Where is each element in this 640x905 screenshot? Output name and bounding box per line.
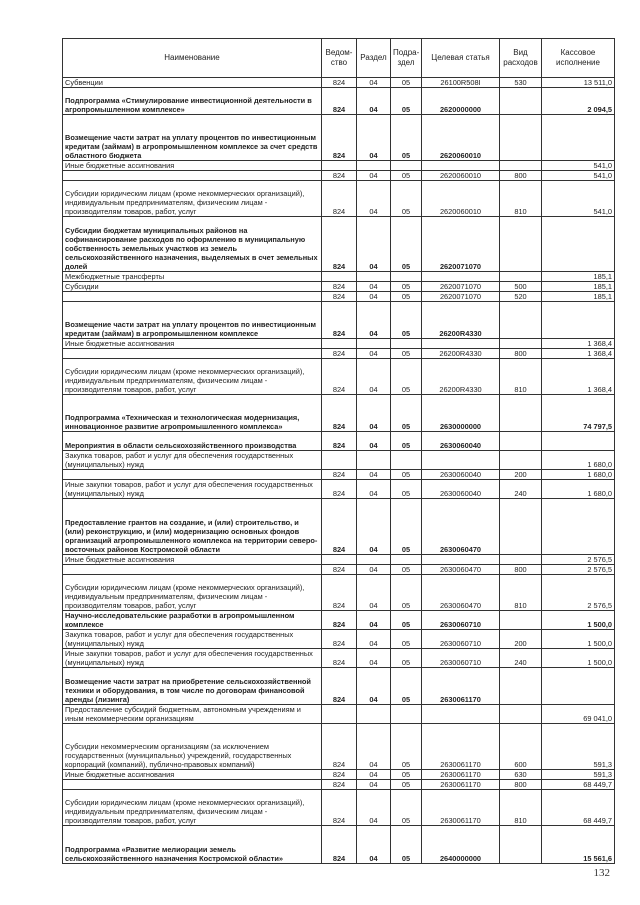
cell-celevaya-statya: 26200R4330 — [422, 359, 500, 395]
cell-celevaya-statya: 26100R508I — [422, 78, 500, 88]
header-razdel: Раздел — [357, 39, 391, 78]
cell-name: Иные бюджетные ассигнования — [63, 770, 322, 780]
cell-vedomstvo: 824 — [322, 790, 357, 826]
cell-kassovoe-ispolnenie: 1 680,0 — [542, 451, 615, 470]
cell-vid-raskhodov — [500, 395, 542, 432]
table-row — [63, 780, 615, 790]
table-row — [63, 292, 615, 302]
cell-vid-raskhodov — [500, 217, 542, 272]
cell-vedomstvo: 824 — [322, 88, 357, 115]
cell-vid-raskhodov: 800 — [500, 565, 542, 575]
header-celevaya-statya: Целевая статья — [422, 39, 500, 78]
table-row — [63, 470, 615, 480]
cell-celevaya-statya: 2620071070 — [422, 282, 500, 292]
cell-razdel: 04 — [357, 480, 391, 499]
cell-celevaya-statya: 2620060010 — [422, 181, 500, 217]
cell-kassovoe-ispolnenie: 13 511,0 — [542, 78, 615, 88]
cell-vid-raskhodov — [500, 826, 542, 864]
cell-vedomstvo — [322, 555, 357, 565]
cell-kassovoe-ispolnenie: 541,0 — [542, 171, 615, 181]
cell-name — [63, 470, 322, 480]
cell-kassovoe-ispolnenie — [542, 668, 615, 705]
table-row — [63, 724, 615, 770]
cell-razdel — [357, 705, 391, 724]
cell-kassovoe-ispolnenie: 2 576,5 — [542, 575, 615, 611]
cell-podrazdel: 05 — [391, 790, 422, 826]
table-row — [63, 217, 615, 272]
cell-podrazdel: 05 — [391, 611, 422, 630]
table-row — [63, 630, 615, 649]
cell-podrazdel: 05 — [391, 565, 422, 575]
cell-vedomstvo: 824 — [322, 302, 357, 339]
cell-celevaya-statya — [422, 451, 500, 470]
cell-vedomstvo: 824 — [322, 780, 357, 790]
table-row — [63, 272, 615, 282]
cell-podrazdel: 05 — [391, 302, 422, 339]
cell-kassovoe-ispolnenie: 69 041,0 — [542, 705, 615, 724]
cell-name: Субсидии — [63, 282, 322, 292]
cell-celevaya-statya — [422, 705, 500, 724]
cell-vedomstvo — [322, 272, 357, 282]
cell-vid-raskhodov — [500, 339, 542, 349]
cell-celevaya-statya: 2630061170 — [422, 770, 500, 780]
cell-name: Иные бюджетные ассигнования — [63, 555, 322, 565]
cell-vid-raskhodov: 500 — [500, 282, 542, 292]
cell-vedomstvo: 824 — [322, 724, 357, 770]
cell-podrazdel — [391, 705, 422, 724]
cell-kassovoe-ispolnenie: 185,1 — [542, 272, 615, 282]
cell-vid-raskhodov: 810 — [500, 359, 542, 395]
cell-razdel: 04 — [357, 282, 391, 292]
table-row — [63, 480, 615, 499]
cell-vid-raskhodov: 200 — [500, 630, 542, 649]
cell-vedomstvo: 824 — [322, 282, 357, 292]
cell-celevaya-statya: 2630060040 — [422, 470, 500, 480]
cell-celevaya-statya: 2620071070 — [422, 217, 500, 272]
cell-vedomstvo: 824 — [322, 470, 357, 480]
cell-vedomstvo: 824 — [322, 181, 357, 217]
cell-podrazdel: 05 — [391, 292, 422, 302]
cell-vid-raskhodov — [500, 432, 542, 451]
cell-kassovoe-ispolnenie: 74 797,5 — [542, 395, 615, 432]
cell-vid-raskhodov: 520 — [500, 292, 542, 302]
cell-kassovoe-ispolnenie: 2 094,5 — [542, 88, 615, 115]
cell-celevaya-statya: 2630061170 — [422, 668, 500, 705]
cell-name: Научно-исследовательские разработки в агропромышленном комплексе — [63, 611, 322, 630]
cell-name: Подпрограмма «Техническая и технологическая модернизация, инновационное развитие агропромышленного комплекса» — [63, 395, 322, 432]
cell-vid-raskhodov: 810 — [500, 790, 542, 826]
cell-kassovoe-ispolnenie: 185,1 — [542, 282, 615, 292]
header-vedomstvo: Ведом-ство — [322, 39, 357, 78]
cell-celevaya-statya: 2630060470 — [422, 499, 500, 555]
cell-podrazdel: 05 — [391, 724, 422, 770]
table-row — [63, 770, 615, 780]
cell-podrazdel: 05 — [391, 649, 422, 668]
cell-vid-raskhodov — [500, 302, 542, 339]
cell-vedomstvo — [322, 705, 357, 724]
cell-kassovoe-ispolnenie: 1 368,4 — [542, 359, 615, 395]
cell-vedomstvo: 824 — [322, 575, 357, 611]
cell-name: Субсидии юридическим лицам (кроме некоммерческих организаций), индивидуальным предпринимателям, физическим лицам - производителям товаров, работ, услуг — [63, 575, 322, 611]
table-row — [63, 611, 615, 630]
cell-kassovoe-ispolnenie: 1 680,0 — [542, 470, 615, 480]
cell-kassovoe-ispolnenie: 1 500,0 — [542, 611, 615, 630]
cell-podrazdel: 05 — [391, 499, 422, 555]
cell-kassovoe-ispolnenie: 68 449,7 — [542, 790, 615, 826]
table-row — [63, 432, 615, 451]
cell-celevaya-statya: 2630000000 — [422, 395, 500, 432]
table-row — [63, 826, 615, 864]
cell-name — [63, 780, 322, 790]
cell-kassovoe-ispolnenie — [542, 115, 615, 161]
cell-razdel: 04 — [357, 630, 391, 649]
cell-podrazdel: 05 — [391, 668, 422, 705]
cell-vedomstvo: 824 — [322, 668, 357, 705]
cell-name: Субсидии некоммерческим организациям (за исключением государственных (муниципальных) учреждений, государственных корпораций (компаний), публично-правовых компаний) — [63, 724, 322, 770]
cell-razdel: 04 — [357, 349, 391, 359]
cell-celevaya-statya: 2620000000 — [422, 88, 500, 115]
cell-vid-raskhodov: 600 — [500, 724, 542, 770]
cell-celevaya-statya: 2630060710 — [422, 611, 500, 630]
cell-vedomstvo: 824 — [322, 565, 357, 575]
cell-vedomstvo: 824 — [322, 115, 357, 161]
cell-celevaya-statya — [422, 555, 500, 565]
cell-vedomstvo: 824 — [322, 171, 357, 181]
cell-vedomstvo: 824 — [322, 480, 357, 499]
cell-vedomstvo: 824 — [322, 770, 357, 780]
cell-name: Субсидии юридическим лицам (кроме некоммерческих организаций), индивидуальным предпринимателям, физическим лицам - производителям товаров, работ, услуг — [63, 181, 322, 217]
cell-name — [63, 349, 322, 359]
cell-vid-raskhodov — [500, 705, 542, 724]
cell-vedomstvo: 824 — [322, 349, 357, 359]
cell-celevaya-statya — [422, 339, 500, 349]
cell-celevaya-statya: 2630060040 — [422, 432, 500, 451]
cell-podrazdel: 05 — [391, 395, 422, 432]
cell-razdel: 04 — [357, 432, 391, 451]
cell-razdel: 04 — [357, 770, 391, 780]
cell-razdel — [357, 272, 391, 282]
cell-razdel: 04 — [357, 359, 391, 395]
table-row — [63, 565, 615, 575]
cell-vedomstvo: 824 — [322, 217, 357, 272]
cell-podrazdel: 05 — [391, 432, 422, 451]
table-row — [63, 499, 615, 555]
cell-celevaya-statya — [422, 161, 500, 171]
cell-kassovoe-ispolnenie: 15 561,6 — [542, 826, 615, 864]
cell-name: Предоставление субсидий бюджетным, автономным учреждениям и иным некоммерческим организациям — [63, 705, 322, 724]
cell-razdel: 04 — [357, 88, 391, 115]
cell-vid-raskhodov: 810 — [500, 181, 542, 217]
cell-name: Субвенции — [63, 78, 322, 88]
cell-vedomstvo: 824 — [322, 826, 357, 864]
cell-celevaya-statya: 2620060010 — [422, 115, 500, 161]
cell-vid-raskhodov — [500, 88, 542, 115]
cell-razdel: 04 — [357, 470, 391, 480]
cell-razdel: 04 — [357, 115, 391, 161]
cell-vedomstvo: 824 — [322, 611, 357, 630]
table-body — [63, 78, 615, 864]
cell-kassovoe-ispolnenie: 2 576,5 — [542, 565, 615, 575]
header-vid-raskhodov: Вид расходов — [500, 39, 542, 78]
cell-podrazdel: 05 — [391, 826, 422, 864]
cell-kassovoe-ispolnenie: 1 500,0 — [542, 649, 615, 668]
cell-vid-raskhodov — [500, 272, 542, 282]
table-row — [63, 349, 615, 359]
cell-kassovoe-ispolnenie: 185,1 — [542, 292, 615, 302]
cell-vid-raskhodov — [500, 451, 542, 470]
cell-razdel: 04 — [357, 790, 391, 826]
cell-celevaya-statya: 26200R4330 — [422, 302, 500, 339]
cell-vid-raskhodov: 800 — [500, 349, 542, 359]
cell-vid-raskhodov: 800 — [500, 171, 542, 181]
cell-vid-raskhodov — [500, 499, 542, 555]
cell-name: Мероприятия в области сельскохозяйственного производства — [63, 432, 322, 451]
cell-vid-raskhodov — [500, 555, 542, 565]
cell-name — [63, 292, 322, 302]
cell-vid-raskhodov: 240 — [500, 649, 542, 668]
cell-kassovoe-ispolnenie — [542, 217, 615, 272]
table-row — [63, 171, 615, 181]
cell-podrazdel: 05 — [391, 171, 422, 181]
cell-celevaya-statya: 2620060010 — [422, 171, 500, 181]
cell-razdel: 04 — [357, 826, 391, 864]
cell-podrazdel: 05 — [391, 78, 422, 88]
cell-celevaya-statya: 2630061170 — [422, 724, 500, 770]
cell-name: Субсидии юридическим лицам (кроме некоммерческих организаций), индивидуальным предпринимателям, физическим лицам - производителям товаров, работ, услуг — [63, 359, 322, 395]
cell-razdel: 04 — [357, 292, 391, 302]
cell-name: Предоставление грантов на создание, и (или) строительство, и (или) реконструкцию, и (или) модернизацию основных фондов организаций агропромышленного комплекса на территории северо-восточных районов Костромской области — [63, 499, 322, 555]
cell-razdel: 04 — [357, 302, 391, 339]
cell-podrazdel: 05 — [391, 217, 422, 272]
table-row — [63, 181, 615, 217]
cell-name: Возмещение части затрат на уплату процентов по инвестиционным кредитам (займам) в агропромышленном комплексе за счет средств областного бюджета — [63, 115, 322, 161]
cell-vedomstvo — [322, 339, 357, 349]
cell-name — [63, 565, 322, 575]
cell-podrazdel: 05 — [391, 470, 422, 480]
table-row — [63, 302, 615, 339]
cell-name: Закупка товаров, работ и услуг для обеспечения государственных (муниципальных) нужд — [63, 451, 322, 470]
table-row — [63, 88, 615, 115]
cell-podrazdel: 05 — [391, 630, 422, 649]
cell-vid-raskhodov: 810 — [500, 575, 542, 611]
cell-vedomstvo: 824 — [322, 359, 357, 395]
cell-kassovoe-ispolnenie: 1 368,4 — [542, 349, 615, 359]
cell-razdel: 04 — [357, 395, 391, 432]
cell-razdel: 04 — [357, 78, 391, 88]
cell-vedomstvo: 824 — [322, 395, 357, 432]
cell-name: Возмещение части затрат на уплату процентов по инвестиционным кредитам (займам) в агропромышленном комплексе — [63, 302, 322, 339]
cell-vid-raskhodov — [500, 668, 542, 705]
page-number: 132 — [593, 867, 610, 879]
table-row — [63, 282, 615, 292]
cell-razdel: 04 — [357, 724, 391, 770]
cell-podrazdel — [391, 339, 422, 349]
cell-razdel: 04 — [357, 171, 391, 181]
table-row — [63, 575, 615, 611]
cell-podrazdel: 05 — [391, 88, 422, 115]
header-name: Наименование — [63, 39, 322, 78]
cell-razdel: 04 — [357, 217, 391, 272]
cell-vedomstvo: 824 — [322, 78, 357, 88]
cell-kassovoe-ispolnenie: 1 680,0 — [542, 480, 615, 499]
cell-kassovoe-ispolnenie: 2 576,5 — [542, 555, 615, 565]
cell-name: Межбюджетные трансферты — [63, 272, 322, 282]
cell-razdel: 04 — [357, 575, 391, 611]
cell-celevaya-statya: 2630060710 — [422, 649, 500, 668]
budget-table — [62, 38, 615, 864]
cell-razdel: 04 — [357, 565, 391, 575]
cell-vedomstvo: 824 — [322, 499, 357, 555]
cell-vid-raskhodov: 200 — [500, 470, 542, 480]
cell-celevaya-statya: 2630061170 — [422, 790, 500, 826]
cell-celevaya-statya: 2620071070 — [422, 292, 500, 302]
cell-vid-raskhodov: 800 — [500, 780, 542, 790]
cell-vedomstvo — [322, 451, 357, 470]
cell-razdel: 04 — [357, 499, 391, 555]
table-row — [63, 705, 615, 724]
cell-vedomstvo: 824 — [322, 432, 357, 451]
cell-podrazdel — [391, 272, 422, 282]
cell-name: Подпрограмма «Развитие мелиорации земель сельскохозяйственного назначения Костромской области» — [63, 826, 322, 864]
table-row — [63, 395, 615, 432]
budget-table-sheet — [62, 38, 614, 864]
table-row — [63, 339, 615, 349]
cell-kassovoe-ispolnenie — [542, 302, 615, 339]
cell-vedomstvo: 824 — [322, 292, 357, 302]
cell-vid-raskhodov — [500, 115, 542, 161]
cell-name: Иные закупки товаров, работ и услуг для обеспечения государственных (муниципальных) нужд — [63, 649, 322, 668]
cell-vid-raskhodov — [500, 611, 542, 630]
cell-celevaya-statya: 2630060470 — [422, 575, 500, 611]
table-row — [63, 161, 615, 171]
cell-razdel: 04 — [357, 611, 391, 630]
cell-kassovoe-ispolnenie: 1 368,4 — [542, 339, 615, 349]
cell-name: Иные бюджетные ассигнования — [63, 339, 322, 349]
cell-name: Закупка товаров, работ и услуг для обеспечения государственных (муниципальных) нужд — [63, 630, 322, 649]
header-podrazdel: Подра-здел — [391, 39, 422, 78]
cell-celevaya-statya: 2630060040 — [422, 480, 500, 499]
cell-podrazdel: 05 — [391, 780, 422, 790]
cell-razdel — [357, 339, 391, 349]
cell-celevaya-statya — [422, 272, 500, 282]
cell-razdel — [357, 161, 391, 171]
cell-celevaya-statya: 2630060470 — [422, 565, 500, 575]
table-row — [63, 649, 615, 668]
cell-celevaya-statya: 26200R4330 — [422, 349, 500, 359]
header-kassovoe-ispolnenie: Кассовое исполнение — [542, 39, 615, 78]
table-header-row — [63, 39, 615, 78]
cell-vedomstvo: 824 — [322, 630, 357, 649]
cell-kassovoe-ispolnenie: 541,0 — [542, 181, 615, 217]
cell-name: Субсидии бюджетам муниципальных районов на софинансирование расходов по оформлению в муниципальную собственность земельных участков из земель сельскохозяйственного назначения, выделяемых в счет земельных долей — [63, 217, 322, 272]
cell-name — [63, 171, 322, 181]
table-row — [63, 668, 615, 705]
cell-name: Возмещение части затрат на приобретение сельскохозяйственной техники и оборудования, в том числе по договорам финансовой аренды (лизинга) — [63, 668, 322, 705]
cell-podrazdel — [391, 451, 422, 470]
table-row — [63, 115, 615, 161]
table-row — [63, 359, 615, 395]
cell-vid-raskhodov — [500, 161, 542, 171]
cell-podrazdel: 05 — [391, 770, 422, 780]
cell-name: Подпрограмма «Стимулирование инвестиционной деятельности в агропромышленном комплексе» — [63, 88, 322, 115]
cell-razdel: 04 — [357, 668, 391, 705]
table-row — [63, 790, 615, 826]
cell-kassovoe-ispolnenie: 591,3 — [542, 724, 615, 770]
cell-razdel: 04 — [357, 649, 391, 668]
cell-podrazdel — [391, 555, 422, 565]
cell-kassovoe-ispolnenie: 1 500,0 — [542, 630, 615, 649]
cell-podrazdel: 05 — [391, 181, 422, 217]
cell-podrazdel: 05 — [391, 115, 422, 161]
cell-razdel: 04 — [357, 181, 391, 217]
cell-razdel — [357, 555, 391, 565]
cell-kassovoe-ispolnenie: 68 449,7 — [542, 780, 615, 790]
cell-celevaya-statya: 2640000000 — [422, 826, 500, 864]
cell-podrazdel: 05 — [391, 575, 422, 611]
cell-kassovoe-ispolnenie — [542, 432, 615, 451]
cell-name: Иные закупки товаров, работ и услуг для обеспечения государственных (муниципальных) нужд — [63, 480, 322, 499]
cell-name: Субсидии юридическим лицам (кроме некоммерческих организаций), индивидуальным предпринимателям, физическим лицам - производителям товаров, работ, услуг — [63, 790, 322, 826]
cell-kassovoe-ispolnenie: 541,0 — [542, 161, 615, 171]
table-row — [63, 78, 615, 88]
cell-vid-raskhodov: 240 — [500, 480, 542, 499]
cell-celevaya-statya: 2630060710 — [422, 630, 500, 649]
cell-podrazdel: 05 — [391, 282, 422, 292]
cell-razdel: 04 — [357, 780, 391, 790]
cell-razdel — [357, 451, 391, 470]
cell-podrazdel: 05 — [391, 349, 422, 359]
cell-vedomstvo: 824 — [322, 649, 357, 668]
table-row — [63, 555, 615, 565]
cell-vid-raskhodov: 630 — [500, 770, 542, 780]
cell-vid-raskhodov: 530 — [500, 78, 542, 88]
cell-vedomstvo — [322, 161, 357, 171]
cell-celevaya-statya: 2630061170 — [422, 780, 500, 790]
cell-podrazdel — [391, 161, 422, 171]
cell-podrazdel: 05 — [391, 480, 422, 499]
cell-name: Иные бюджетные ассигнования — [63, 161, 322, 171]
cell-kassovoe-ispolnenie — [542, 499, 615, 555]
table-row — [63, 451, 615, 470]
cell-podrazdel: 05 — [391, 359, 422, 395]
cell-kassovoe-ispolnenie: 591,3 — [542, 770, 615, 780]
